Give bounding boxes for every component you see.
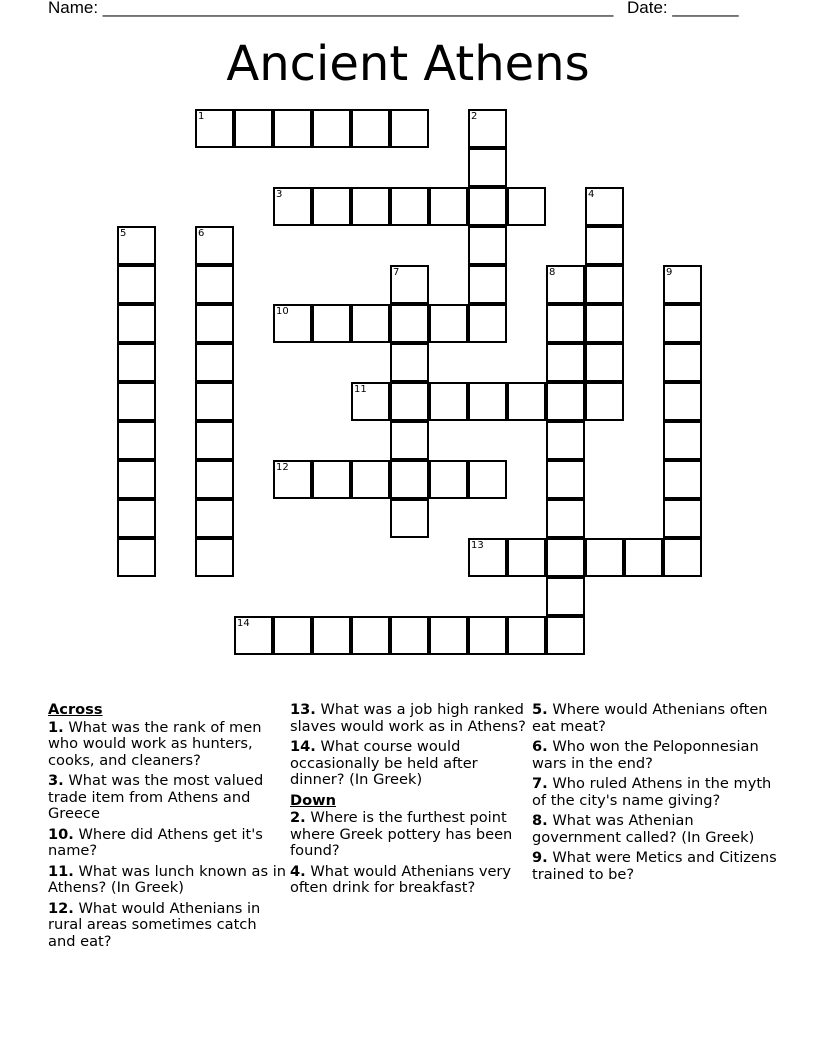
grid-cell[interactable] bbox=[117, 538, 156, 577]
grid-cell[interactable] bbox=[585, 538, 624, 577]
grid-cell[interactable] bbox=[273, 109, 312, 148]
grid-cell[interactable] bbox=[390, 616, 429, 655]
grid-cell[interactable] bbox=[468, 538, 507, 577]
grid-cell[interactable] bbox=[195, 343, 234, 382]
grid-cell[interactable] bbox=[507, 187, 546, 226]
puzzle-title: Ancient Athens bbox=[226, 36, 590, 92]
cell-number: 1 bbox=[198, 111, 205, 122]
grid-cell[interactable] bbox=[390, 304, 429, 343]
date-field-line[interactable]: Date: _______ bbox=[627, 0, 739, 17]
cell-number: 11 bbox=[354, 384, 367, 395]
grid-cell[interactable] bbox=[468, 304, 507, 343]
clue-down-4: 4. What would Athenians very often drink for breakfast? bbox=[290, 862, 512, 896]
clue-across-10: 10. Where did Athens get it's name? bbox=[48, 825, 263, 859]
cell-number: 7 bbox=[393, 267, 400, 278]
grid-cell[interactable] bbox=[195, 382, 234, 421]
grid-cell[interactable] bbox=[468, 616, 507, 655]
grid-cell[interactable] bbox=[195, 499, 234, 538]
grid-cell[interactable] bbox=[624, 538, 663, 577]
cell-number: 2 bbox=[471, 111, 478, 122]
grid-cell[interactable] bbox=[234, 109, 273, 148]
clue-down-9: 9. What were Metics and Citizens trained to be? bbox=[532, 849, 777, 883]
down-heading: Down bbox=[290, 791, 337, 809]
grid-cell[interactable] bbox=[351, 187, 390, 226]
grid-cell[interactable] bbox=[351, 460, 390, 499]
grid-cell[interactable] bbox=[312, 460, 351, 499]
grid-cell[interactable] bbox=[390, 460, 429, 499]
grid-cell[interactable] bbox=[390, 109, 429, 148]
grid-cell[interactable] bbox=[390, 343, 429, 382]
grid-cell[interactable] bbox=[507, 616, 546, 655]
grid-cell[interactable] bbox=[429, 616, 468, 655]
grid-cell[interactable] bbox=[390, 187, 429, 226]
clue-down-7: 7. Who ruled Athens in the myth of the city's name giving? bbox=[532, 775, 772, 809]
grid-cell[interactable] bbox=[195, 109, 234, 148]
clue-across-13: 13. What was a job high ranked slaves would work as in Athens? bbox=[290, 701, 526, 735]
grid-cell[interactable] bbox=[663, 265, 702, 304]
cell-number: 3 bbox=[276, 189, 283, 200]
grid-cell[interactable] bbox=[585, 265, 624, 304]
grid-cell[interactable] bbox=[546, 265, 585, 304]
grid-cell[interactable] bbox=[195, 538, 234, 577]
cell-number: 9 bbox=[666, 267, 673, 278]
grid-cell[interactable] bbox=[351, 109, 390, 148]
cell-number: 12 bbox=[276, 462, 289, 473]
cell-number: 13 bbox=[471, 540, 484, 551]
grid-cell[interactable] bbox=[546, 499, 585, 538]
grid-cell[interactable] bbox=[195, 304, 234, 343]
grid-cell[interactable] bbox=[273, 616, 312, 655]
clues-column-2 bbox=[290, 702, 528, 901]
grid-cell[interactable] bbox=[390, 421, 429, 460]
grid-cell[interactable] bbox=[546, 382, 585, 421]
clue-across-12: 12. What would Athenians in rural areas sometimes catch and eat? bbox=[48, 899, 261, 950]
grid-cell[interactable] bbox=[468, 187, 507, 226]
grid-cell[interactable] bbox=[312, 304, 351, 343]
grid-cell[interactable] bbox=[468, 382, 507, 421]
grid-cell[interactable] bbox=[585, 304, 624, 343]
grid-cell[interactable] bbox=[546, 616, 585, 655]
clues-column-3 bbox=[532, 702, 782, 887]
grid-cell[interactable] bbox=[429, 382, 468, 421]
grid-cell[interactable] bbox=[195, 265, 234, 304]
grid-cell[interactable] bbox=[507, 382, 546, 421]
across-heading: Across bbox=[48, 701, 103, 718]
grid-cell[interactable] bbox=[273, 460, 312, 499]
clue-down-5: 5. Where would Athenians often eat meat? bbox=[532, 701, 768, 735]
clue-across-1: 1. What was the rank of men who would work as hunters, cooks, and cleaners? bbox=[48, 718, 262, 769]
clue-across-11: 11. What was lunch known as in Athens? (In Greek) bbox=[48, 862, 287, 896]
grid-cell[interactable] bbox=[468, 460, 507, 499]
grid-cell[interactable] bbox=[468, 226, 507, 265]
clue-across-3: 3. What was the most valued trade item from Athens and Greece bbox=[48, 772, 264, 822]
grid-cell[interactable] bbox=[117, 343, 156, 382]
grid-cell[interactable] bbox=[195, 460, 234, 499]
grid-cell[interactable] bbox=[273, 304, 312, 343]
grid-cell[interactable] bbox=[195, 421, 234, 460]
grid-cell[interactable] bbox=[585, 343, 624, 382]
grid-cell[interactable] bbox=[546, 577, 585, 616]
grid-cell[interactable] bbox=[546, 343, 585, 382]
grid-cell[interactable] bbox=[117, 382, 156, 421]
grid-cell[interactable] bbox=[546, 421, 585, 460]
grid-cell[interactable] bbox=[117, 265, 156, 304]
grid-cell[interactable] bbox=[312, 109, 351, 148]
cell-number: 6 bbox=[198, 228, 205, 239]
grid-cell[interactable] bbox=[546, 304, 585, 343]
grid-cell[interactable] bbox=[663, 421, 702, 460]
grid-cell[interactable] bbox=[507, 538, 546, 577]
grid-cell[interactable] bbox=[429, 304, 468, 343]
cell-number: 8 bbox=[549, 267, 556, 278]
grid-cell[interactable] bbox=[663, 499, 702, 538]
grid-cell[interactable] bbox=[390, 499, 429, 538]
grid-cell[interactable] bbox=[273, 187, 312, 226]
grid-cell[interactable] bbox=[390, 382, 429, 421]
clue-across-14: 14. What course would occasionally be held after dinner? (In Greek) bbox=[290, 738, 478, 788]
grid-cell[interactable] bbox=[351, 382, 390, 421]
grid-cell[interactable] bbox=[663, 538, 702, 577]
cell-number: 10 bbox=[276, 306, 289, 317]
grid-cell[interactable] bbox=[468, 265, 507, 304]
clue-down-6: 6. Who won the Peloponnesian wars in the end? bbox=[532, 738, 759, 772]
grid-cell[interactable] bbox=[312, 187, 351, 226]
grid-cell[interactable] bbox=[117, 460, 156, 499]
grid-cell[interactable] bbox=[663, 304, 702, 343]
cell-number: 4 bbox=[588, 189, 595, 200]
grid-cell[interactable] bbox=[429, 187, 468, 226]
grid-cell[interactable] bbox=[117, 499, 156, 538]
clue-down-2: 2. Where is the furthest point where Greek pottery has been found? bbox=[290, 809, 513, 859]
grid-cell[interactable] bbox=[468, 109, 507, 148]
grid-cell[interactable] bbox=[546, 460, 585, 499]
clue-down-8: 8. What was Athenian government called? (In Greek) bbox=[532, 812, 755, 846]
grid-cell[interactable] bbox=[429, 460, 468, 499]
grid-cell[interactable] bbox=[585, 226, 624, 265]
grid-cell[interactable] bbox=[663, 460, 702, 499]
grid-cell[interactable] bbox=[117, 226, 156, 265]
grid-cell[interactable] bbox=[585, 382, 624, 421]
grid-cell[interactable] bbox=[351, 304, 390, 343]
grid-cell[interactable] bbox=[117, 304, 156, 343]
grid-cell[interactable] bbox=[546, 538, 585, 577]
clues-column-1 bbox=[48, 702, 286, 954]
grid-cell[interactable] bbox=[390, 265, 429, 304]
grid-cell[interactable] bbox=[117, 421, 156, 460]
grid-cell[interactable] bbox=[663, 382, 702, 421]
grid-cell[interactable] bbox=[195, 226, 234, 265]
cell-number: 5 bbox=[120, 228, 127, 239]
grid-cell[interactable] bbox=[312, 616, 351, 655]
name-field-line[interactable]: Name: ______________________________________________________ bbox=[48, 0, 614, 17]
grid-cell[interactable] bbox=[468, 148, 507, 187]
grid-cell[interactable] bbox=[585, 187, 624, 226]
grid-cell[interactable] bbox=[234, 616, 273, 655]
cell-number: 14 bbox=[237, 618, 250, 629]
grid-cell[interactable] bbox=[351, 616, 390, 655]
grid-cell[interactable] bbox=[663, 343, 702, 382]
